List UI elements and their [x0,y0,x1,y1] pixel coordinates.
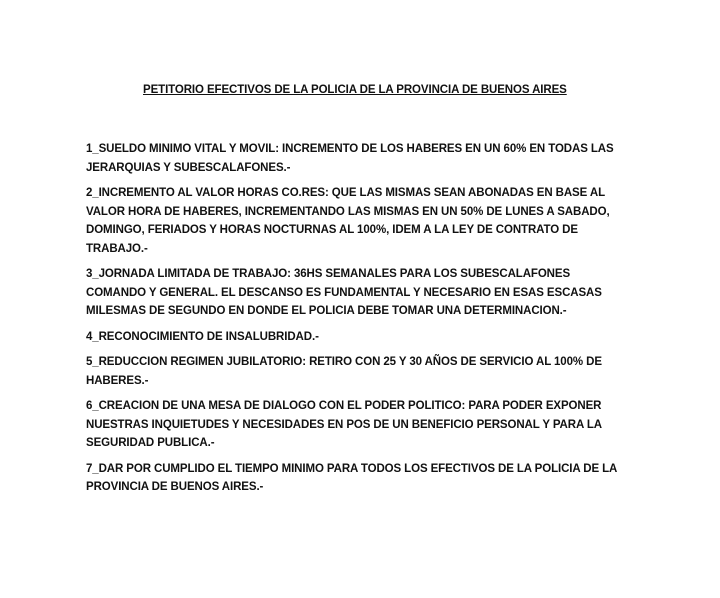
petition-item-7: 7_DAR POR CUMPLIDO EL TIEMPO MINIMO PARA TODOS LOS EFECTIVOS DE LA POLICIA DE LA PROVINCIA DE BUENOS AIRES.- [86,462,617,493]
petition-item-4: 4_RECONOCIMIENTO DE INSALUBRIDAD.- [86,330,319,343]
petition-item-1: 1_SUELDO MINIMO VITAL Y MOVIL: INCREMENTO DE LOS HABERES EN UN 60% EN TODAS LAS JERARQUIAS Y SUBESCALAFONES.- [86,143,614,174]
petition-item-6: 6_CREACION DE UNA MESA DE DIALOGO CON EL PODER POLITICO: PARA PODER EXPONER NUESTRAS INQUIETUDES Y NECESIDADES EN POS DE UN BENEFICIO PERSONAL Y PARA LA SEGURIDAD PUBLICA.- [86,400,602,449]
petition-list [86,140,621,504]
petition-item-2: 2_INCREMENTO AL VALOR HORAS CO.RES: QUE LAS MISMAS SEAN ABONADAS EN BASE AL VALOR HORA DE HABERES, INCREMENTANDO LAS MISMAS EN UN 50% DE LUNES A SABADO, DOMINGO, FERIADOS Y HORAS NOCTURNAS AL 100%, IDEM A LA LEY DE CONTRATO DE TRABAJO.- [86,187,610,255]
petition-item-5: 5_REDUCCION REGIMEN JUBILATORIO: RETIRO CON 25 Y 30 AÑOS DE SERVICIO AL 100% DE HABERES.- [86,356,602,387]
petition-item-3: 3_JORNADA LIMITADA DE TRABAJO: 36HS SEMANALES PARA LOS SUBESCALAFONES COMANDO Y GENERAL. EL DESCANSO ES FUNDAMENTAL Y NECESARIO EN ESAS ESCASAS MILESMAS DE SEGUNDO EN DONDE EL POLICIA DEBE TOMAR UNA DETERMINACION.- [86,268,602,317]
document-title: PETITORIO EFECTIVOS DE LA POLICIA DE LA PROVINCIA DE BUENOS AIRES [143,84,567,96]
